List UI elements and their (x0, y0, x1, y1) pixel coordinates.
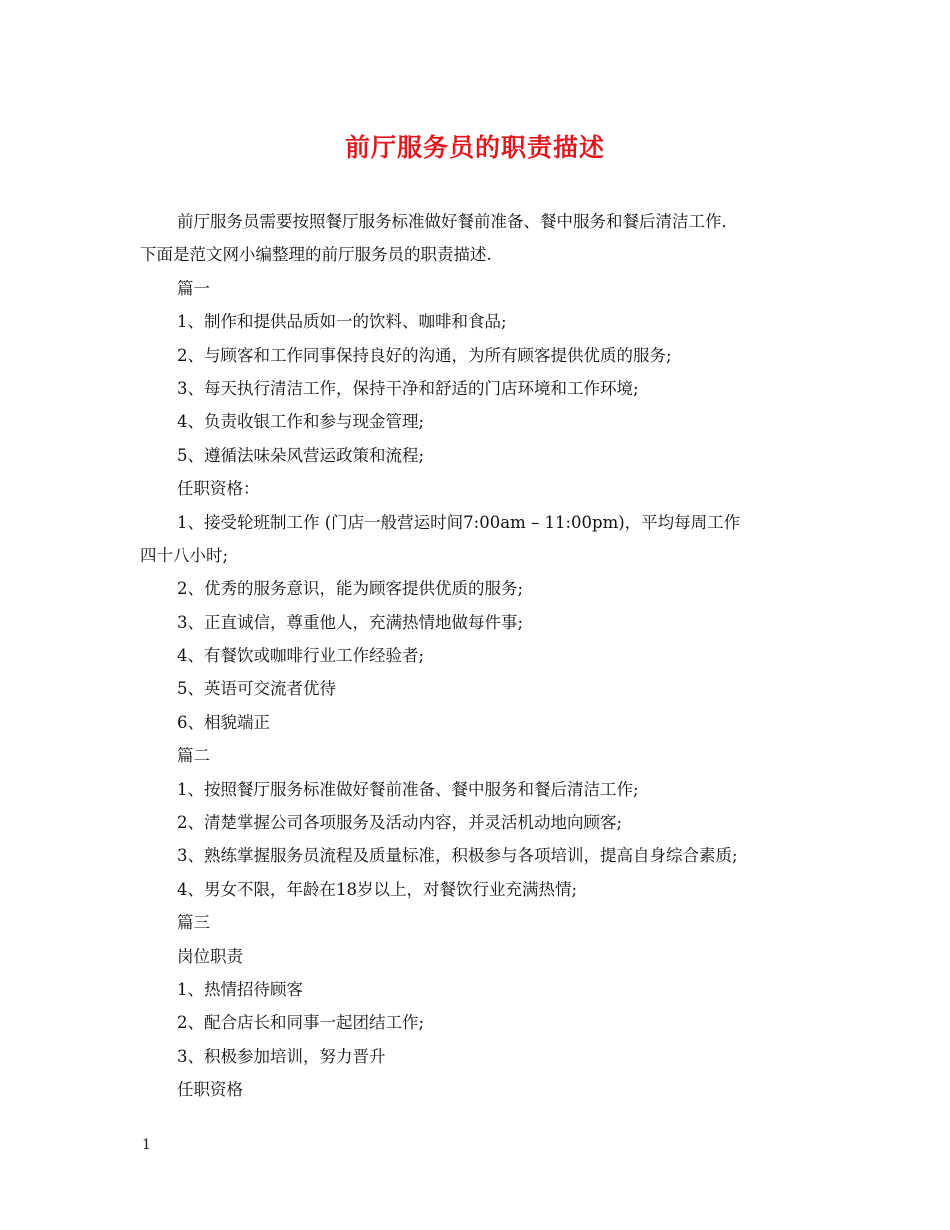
text-line: 2、与顾客和工作同事保持良好的沟通，为所有顾客提供优质的服务; (177, 345, 672, 365)
text-line: 4、男女不限，年龄在18岁以上，对餐饮行业充满热情; (177, 879, 578, 899)
text-line: 4、有餐饮或咖啡行业工作经验者; (177, 646, 425, 666)
text-line: 1、制作和提供品质如一的饮料、咖啡和食品; (177, 312, 507, 332)
text-line: 任职资格 (177, 1080, 243, 1100)
text-line: 1、接受轮班制工作 (门店一般营运时间7:00am – 11:00pm)，平均每周工作 (177, 512, 741, 532)
text-line: 任职资格： (177, 479, 260, 499)
text-line: 四十八小时; (140, 545, 229, 565)
text-line: 2、清楚掌握公司各项服务及活动内容，并灵活机动地向顾客; (177, 813, 623, 833)
text-line: 3、正直诚信，尊重他人，充满热情地做每件事; (177, 612, 524, 632)
page-number: 1 (142, 1137, 151, 1153)
text-line: 5、遵循法味朵风营运政策和流程; (177, 445, 425, 465)
text-line: 1、热情招待顾客 (177, 979, 303, 999)
text-line: 3、熟练掌握服务员流程及质量标准，积极参与各项培训，提高自身综合素质; (177, 846, 738, 866)
text-line: 篇三 (177, 913, 210, 933)
text-line: 1、按照餐厅服务标准做好餐前准备、餐中服务和餐后清洁工作; (177, 779, 639, 799)
text-line: 3、积极参加培训，努力晋升 (177, 1046, 386, 1066)
text-line: 岗位职责 (177, 946, 243, 966)
text-line: 4、负责收银工作和参与现金管理; (177, 412, 425, 432)
document-body (140, 205, 815, 1107)
text-line: 6、相貌端正 (177, 712, 270, 732)
text-line: 篇二 (177, 746, 210, 766)
text-line: 2、配合店长和同事一起团结工作; (177, 1013, 425, 1033)
text-line: 篇一 (177, 278, 210, 298)
document-title: 前厅服务员的职责描述 (344, 133, 605, 162)
text-line: 前厅服务员需要按照餐厅服务标准做好餐前准备、餐中服务和餐后清洁工作． (177, 212, 738, 231)
text-line: 5、英语可交流者优待 (177, 679, 336, 699)
text-line: 2、优秀的服务意识，能为顾客提供优质的服务; (177, 579, 524, 599)
text-line: 下面是范文网小编整理的前厅服务员的职责描述. (140, 245, 492, 265)
text-line: 3、每天执行清洁工作，保持干净和舒适的门店环境和工作环境; (177, 378, 639, 398)
